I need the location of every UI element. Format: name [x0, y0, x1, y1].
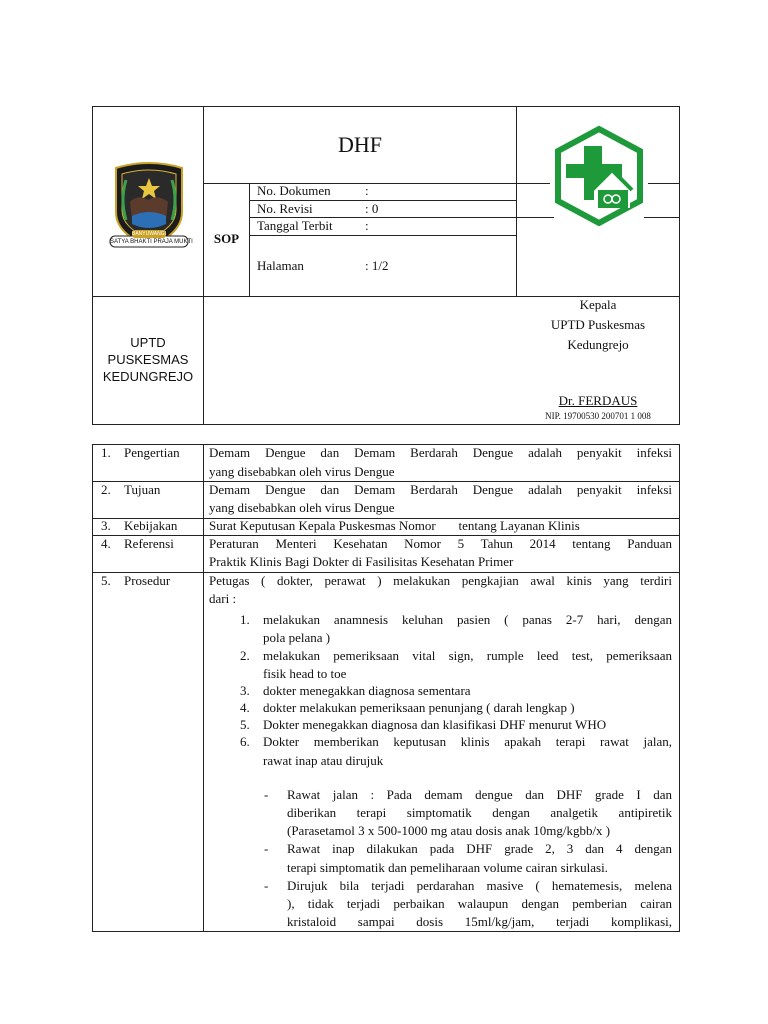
bullet-text-line: Dirujuk bila terjadi perdarahan masive ( hematemesis, melena: [287, 878, 672, 893]
row-number: 4.: [101, 536, 111, 551]
row-number: 1.: [101, 445, 111, 460]
step-number: 5.: [240, 717, 250, 732]
step-number: 4.: [240, 700, 250, 715]
crest-motto-text: SATYA BHAKTI PRAJA MUKTI: [110, 239, 193, 245]
step-text-line: rawat inap atau dirujuk: [263, 753, 384, 768]
bullet-mark: -: [264, 878, 269, 893]
step-number: 6.: [240, 734, 250, 749]
bullet-text-line: Rawat jalan : Pada demam dengue dan DHF grade I dan: [287, 787, 672, 802]
approver-role-1: Kepala: [579, 297, 617, 312]
document-title: DHF: [337, 132, 382, 157]
bullet-mark: -: [264, 841, 269, 856]
bullet-text-line: ), tidak terjadi perbaikan walaupun dengan pemberian cairan: [287, 896, 672, 911]
field-value-halaman: : 1/2: [365, 258, 389, 273]
row-text-line: yang disebabkan oleh virus Dengue: [209, 464, 395, 479]
field-label-no-dokumen: No. Dokumen: [257, 183, 331, 198]
field-value-no-revisi: : 0: [365, 201, 379, 216]
field-value-tanggal-terbit: :: [365, 218, 369, 233]
bullet-text-line: (Parasetamol 3 x 500-1000 mg atau dosis anak 10mg/kgbb/x ): [287, 823, 611, 838]
row-number: 2.: [101, 482, 111, 497]
row-label: Prosedur: [124, 573, 171, 588]
bullet-text-line: terapi simptomatik dan pemeliharaan volume cairan sirkulasi.: [287, 860, 608, 875]
row-text-line: Petugas ( dokter, perawat ) melakukan pengkajian awal kinis yang terdiri: [209, 573, 672, 588]
approver-role-2: UPTD Puskesmas: [550, 317, 646, 332]
org-line-1: UPTD: [130, 335, 166, 350]
step-number: 3.: [240, 683, 250, 698]
step-text-line: melakukan pemeriksaan vital sign, rumple leed test, pemeriksaan: [263, 648, 672, 663]
row-text-line: Peraturan Menteri Kesehatan Nomor 5 Tahun 2014 tentang Panduan: [209, 536, 672, 551]
sop-label: SOP: [213, 231, 240, 246]
field-value-no-dokumen: :: [365, 183, 369, 198]
row-label: Tujuan: [124, 482, 161, 497]
field-label-tanggal-terbit: Tanggal Terbit: [257, 218, 333, 233]
row-label: Referensi: [124, 536, 174, 551]
step-text-line: Dokter menegakkan diagnosa dan klasifikasi DHF menurut WHO: [263, 717, 607, 732]
approver-role-3: Kedungrejo: [567, 337, 629, 352]
step-number: 1.: [240, 612, 250, 627]
row-text-line: Praktik Klinis Bagi Dokter di Fasilisitas Kesehatan Primer: [209, 554, 514, 569]
row-number: 3.: [101, 518, 111, 533]
row-text-line: Surat Keputusan Kepala Puskesmas Nomor tentang Layanan Klinis: [209, 518, 580, 533]
field-label-no-revisi: No. Revisi: [257, 201, 313, 216]
crest-banner-text: BANYUWANGI: [132, 231, 166, 237]
bullet-text-line: Rawat inap dilakukan pada DHF grade 2, 3 dan 4 dengan: [287, 841, 672, 856]
bullet-text-line: kristaloid sampai dosis 15ml/kg/jam, terjadi komplikasi,: [287, 914, 672, 929]
row-number: 5.: [101, 573, 111, 588]
row-text-line: Demam Dengue dan Demam Berdarah Dengue adalah penyakit infeksi: [209, 445, 672, 460]
row-text-line: yang disebabkan oleh virus Dengue: [209, 500, 395, 515]
approver-name: Dr. FERDAUS: [558, 393, 638, 408]
step-text-line: pola pelana ): [263, 630, 331, 645]
bullet-text-line: diberikan terapi simptomatik dengan analgetik antipiretik: [287, 805, 672, 820]
puskesmas-logo: [550, 124, 648, 228]
org-line-2: PUSKESMAS: [107, 352, 189, 367]
bullet-mark: -: [264, 787, 269, 802]
step-text-line: dokter menegakkan diagnosa sementara: [263, 683, 471, 698]
regency-crest-logo: [108, 160, 193, 254]
step-number: 2.: [240, 648, 250, 663]
step-text-line: melakukan anamnesis keluhan pasien ( panas 2-7 hari, dengan: [263, 612, 672, 627]
step-text-line: Dokter memberikan keputusan klinis apakah terapi rawat jalan,: [263, 734, 672, 749]
step-text-line: dokter melakukan pemeriksaan penunjang ( darah lengkap ): [263, 700, 575, 715]
step-text-line: fisik head to toe: [263, 666, 347, 681]
row-text-line: Demam Dengue dan Demam Berdarah Dengue adalah penyakit infeksi: [209, 482, 672, 497]
row-label: Kebijakan: [124, 518, 178, 533]
approver-nip: NIP. 19700530 200701 1 008: [545, 411, 651, 421]
row-text-line: dari :: [209, 591, 237, 606]
field-label-halaman: Halaman: [257, 258, 304, 273]
org-line-3: KEDUNGREJO: [102, 369, 194, 384]
row-label: Pengertian: [124, 445, 180, 460]
